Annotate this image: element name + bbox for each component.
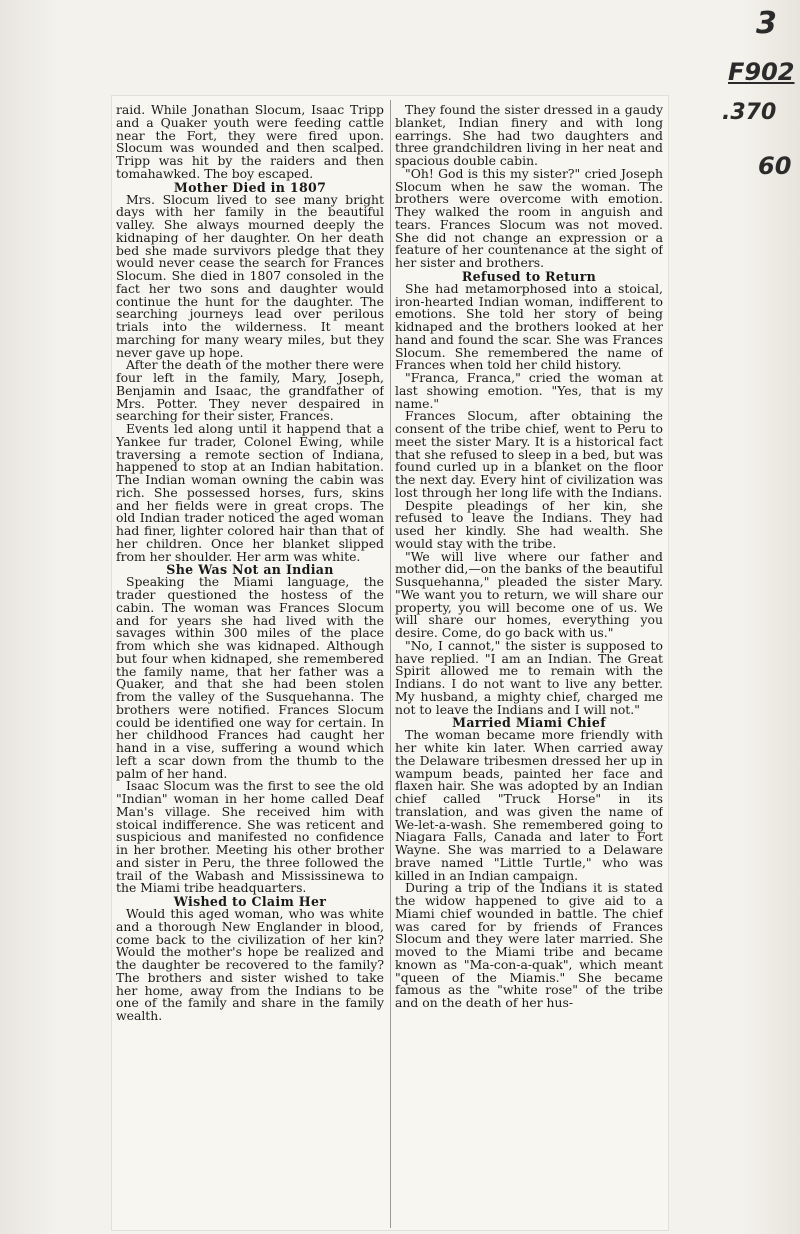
column-divider — [390, 100, 391, 1228]
right-column — [395, 104, 663, 1232]
paragraph: After the death of the mother there were four left in the family, Mary, Joseph, Benjamin and Isaac, the grandfather of Mrs. Potter. They never despaired in searching for their sister, Frances. — [116, 357, 384, 424]
paragraph: "Franca, Franca," cried the woman at last showing emotion. "Yes, that is my name." — [395, 370, 663, 411]
handwritten-number: .370 — [722, 100, 777, 125]
paragraph: Would this aged woman, who was white and a thorough New Englander in blood, come back to the civilization of her kin? Would the mother's hope be realized and the daughter be recovered to the family? The brothers and sister wished to take her home, away from the Indians to be one of the family and share in the family wealth. — [116, 906, 384, 1023]
paragraph: Events led along until it happend that a Yankee fur trader, Colonel Ewing, while traversing a remote section of Indiana, happened to stop at an Indian habitation. The Indian woman owning the cabin was rich. She possessed horses, furs, skins and her fields were in great crops. The old Indian trader noticed the aged woman had finer, lighter colored hair than that of her children. Once her blanket slipped from her shoulder. Her arm was white. — [116, 421, 384, 564]
subheading: She Was Not an Indian — [166, 562, 334, 578]
paragraph: Speaking the Miami language, the trader questioned the hostess of the cabin. The woman was Frances Slocum and for years she had lived with the savages within 300 miles of the place from which she was kidnaped. Although but four when kidnaped, she remembered the family name, that her father was a Quaker, and that she had been stolen from the valley of the Susquehanna. The brothers were notified. Frances Slocum could be identified one way for certain. In her childhood Frances had caught her hand in a vise, suffering a wound which left a scar down from the thumb to the palm of her hand. — [116, 574, 384, 781]
paragraph: She had metamorphosed into a stoical, iron-hearted Indian woman, indifferent to emotions. She told her story of being kidnaped and the brothers looked at her hand and found the scar. She was Frances Slocum. She remembered the name of Frances when told her child history. — [395, 280, 663, 373]
paragraph: raid. While Jonathan Slocum, Isaac Tripp and a Quaker youth were feeding cattle near the Fort, they were fired upon. Slocum was wounded and then scalped. Tripp was hit by the raiders and then tomahawked. The boy escaped. — [116, 104, 384, 181]
paragraph: Despite pleadings of her kin, she refused to leave the Indians. They had used her kindly. She had wealth. She would stay with the tribe. — [395, 497, 663, 551]
handwritten-sub-number: 60 — [758, 152, 792, 180]
paragraph: "We will live where our father and mother did,—on the banks of the beautiful Susquehanna," pleaded the sister Mary. "We want you to return, we will share our property, you will become one of us. We will share our homes, everything you desire. Come, do go back with us." — [395, 548, 663, 640]
subheading: Refused to Return — [461, 268, 597, 284]
paragraph: "Oh! God is this my sister?" cried Joseph Slocum when he saw the woman. The brothers were overcome with emotion. They walked the room in anguish and tears. Frances Slocum was not moved. She did not change an expression or a feature of her countenance at the sight of her sister and brothers. — [395, 165, 663, 270]
paragraph: The woman became more friendly with her white kin later. When carried away the Delaware tribesmen dressed her up in wampum beads, painted her face and flaxen hair. She was adopted by an Indian chief called "Truck Horse" in its translation, and was given the name of We-let-a-wash. She remembered going to Niagara Falls, Canada and later to Fort Wayne. She was married to a Delaware brave named "Little Turtle," who was killed in an Indian campaign. — [395, 727, 663, 883]
paragraph: Frances Slocum, after obtaining the consent of the tribe chief, went to Peru to meet the sister Mary. It is a historical fact that she refused to sleep in a bed, but was found curled up in a blanket on the floor the next day. Every hint of civilization was lost through her long life with the Indians. — [395, 408, 663, 500]
handwritten-reference: F902 — [728, 58, 795, 86]
paragraph: They found the sister dressed in a gaudy blanket, Indian finery and with long earrings. She had two daughters and three grandchildren living in her neat and spacious double cabin. — [395, 104, 663, 168]
paragraph: Isaac Slocum was the first to see the old "Indian" woman in her home called Deaf Man's village. She received him with stoical indifference. She was reticent and suspicious and manifested no confidence in her brother. Meeting his other brother and sister in Peru, the three followed the trail of the Wabash and Mississinewa to the Miami tribe headquarters. — [116, 778, 384, 896]
subheading: Married Miami Chief — [452, 715, 606, 731]
paragraph: Mrs. Slocum lived to see many bright days with her family in the beautiful valley. She always mourned deeply the kidnaping of her daughter. On her death bed she made survivors pledge that they would never cease the search for Frances Slocum. She died in 1807 consoled in the fact her two sons and daughter would continue the hunt for the daughter. The searching journeys lead over perilous trials into the wilderness. It meant marching for many weary miles, but they never gave up hope. — [116, 191, 384, 360]
subheading: Wished to Claim Her — [173, 894, 327, 909]
left-column — [116, 104, 384, 1232]
subheading: Mother Died in 1807 — [173, 179, 327, 195]
paragraph: During a trip of the Indians it is stated the widow happened to give aid to a Miami chief wounded in battle. The chief was cared for by friends of Frances Slocum and they were later married. She moved to the Miami tribe and became known as "Ma-con-a-quak", which meant "queen of the Miamis." She became famous as the "white rose" of the tribe and on the death of her hus- — [395, 880, 663, 1010]
handwritten-page-number: 3 — [756, 6, 777, 41]
paragraph: "No, I cannot," the sister is supposed to have replied. "I am an Indian. The Great Spirit allowed me to remain with the Indians. I do not want to live any better. My husband, a mighty chief, charged me not to leave the Indians and I will not." — [395, 637, 663, 717]
